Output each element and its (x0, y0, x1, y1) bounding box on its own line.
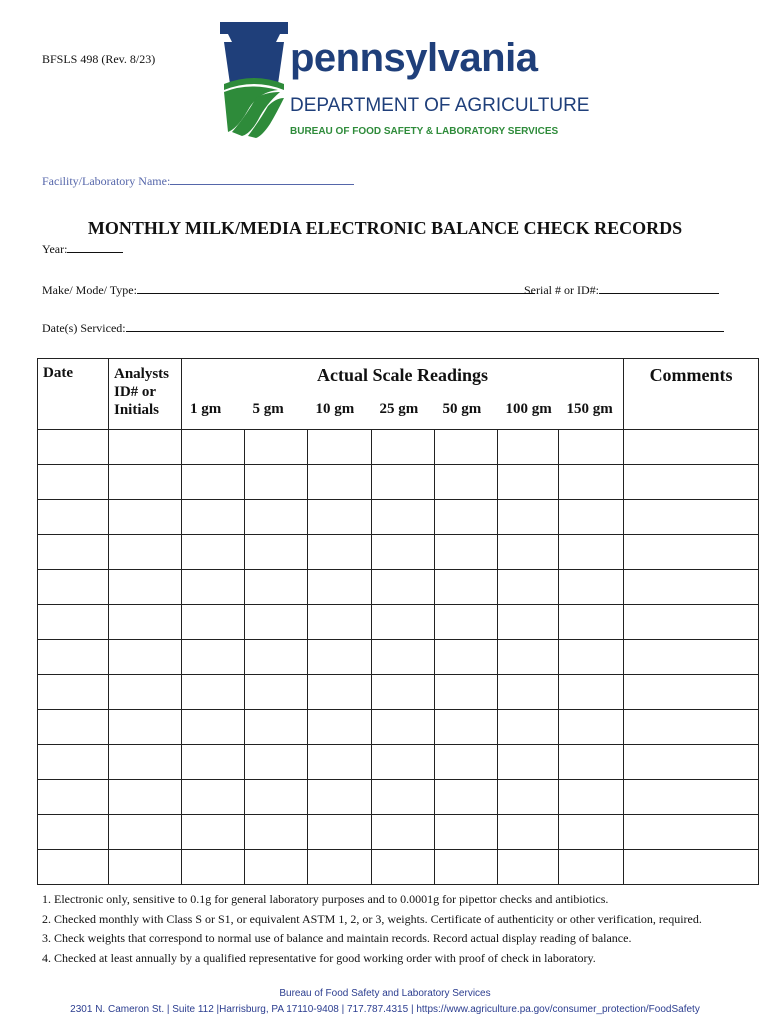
table-cell[interactable] (109, 605, 182, 640)
table-cell[interactable] (182, 605, 245, 640)
table-cell[interactable] (498, 815, 559, 850)
table-cell[interactable] (308, 535, 372, 570)
note-item: 1. Electronic only, sensitive to 0.1g for general laboratory purposes and to 0.0001g for pipettor checks and antibiotics. (42, 892, 609, 906)
table-cell[interactable] (308, 640, 372, 675)
table-cell[interactable] (109, 780, 182, 815)
table-cell[interactable] (182, 430, 245, 465)
table-cell[interactable] (245, 745, 308, 780)
table-cell[interactable] (245, 430, 308, 465)
table-cell[interactable] (624, 605, 759, 640)
logo-bureau-text: BUREAU OF FOOD SAFETY & LABORATORY SERVICES (290, 126, 559, 137)
table-cell[interactable] (624, 815, 759, 850)
table-cell[interactable] (559, 710, 624, 745)
year-input-line[interactable] (67, 242, 123, 253)
table-cell[interactable] (308, 710, 372, 745)
table-cell[interactable] (435, 675, 498, 710)
form-id: BFSLS 498 (Rev. 8/23) (42, 52, 156, 66)
table-cell[interactable] (559, 780, 624, 815)
note-item: 2. Checked monthly with Class S or S1, or equivalent ASTM 1, 2, or 3, weights. Certificate of authenticity or other verification, required. (42, 911, 702, 926)
analyst-header-line: Initials (114, 402, 160, 418)
logo-state-text: pennsylvania (290, 36, 538, 80)
table-cell[interactable] (372, 745, 435, 780)
table-cell[interactable] (38, 535, 109, 570)
table-cell[interactable] (624, 640, 759, 675)
facility-input-line[interactable] (170, 174, 354, 185)
table-cell[interactable] (498, 745, 559, 780)
table-cell[interactable] (38, 815, 109, 850)
table-cell[interactable] (624, 710, 759, 745)
table-cell[interactable] (372, 640, 435, 675)
table-row (38, 500, 759, 535)
table-cell[interactable] (559, 815, 624, 850)
table-cell[interactable] (245, 535, 308, 570)
table-cell[interactable] (38, 605, 109, 640)
table-cell[interactable] (435, 605, 498, 640)
table-cell[interactable] (624, 430, 759, 465)
comments-header: Comments (624, 359, 759, 430)
table-cell[interactable] (372, 430, 435, 465)
year-label: Year: (42, 242, 68, 256)
table-cell[interactable] (498, 605, 559, 640)
table-cell[interactable] (624, 780, 759, 815)
analyst-header-line: Analysts (114, 366, 170, 382)
weight-header: 150 gm (559, 393, 624, 430)
table-cell[interactable] (308, 850, 372, 885)
table-cell[interactable] (308, 570, 372, 605)
footer-address: 2301 N. Cameron St. | Suite 112 |Harrisburg, PA 17110-9408 | 717.787.4315 | https://www.agriculture.pa.gov/consumer_protection/FoodSafety (70, 1004, 700, 1015)
table-cell[interactable] (109, 465, 182, 500)
make-label: Make/ Mode/ Type: (42, 283, 137, 297)
table-cell[interactable] (245, 815, 308, 850)
table-row (38, 675, 759, 710)
table-cell[interactable] (182, 850, 245, 885)
table-cell[interactable] (435, 465, 498, 500)
table-cell[interactable] (308, 745, 372, 780)
table-cell[interactable] (624, 500, 759, 535)
table-row (38, 465, 759, 500)
table-row (38, 815, 759, 850)
table-cell[interactable] (435, 570, 498, 605)
table-cell[interactable] (245, 500, 308, 535)
table-cell[interactable] (182, 815, 245, 850)
table-cell[interactable] (372, 465, 435, 500)
table-cell[interactable] (372, 570, 435, 605)
footer-bureau: Bureau of Food Safety and Laboratory Services (279, 988, 491, 999)
analyst-header (109, 359, 182, 430)
weight-header: 100 gm (498, 393, 559, 430)
table-cell[interactable] (38, 500, 109, 535)
table-cell[interactable] (245, 675, 308, 710)
note-item: 4. Checked at least annually by a qualified representative for good working order with proof of check in laboratory. (42, 950, 596, 965)
table-cell[interactable] (372, 850, 435, 885)
table-cell[interactable] (245, 640, 308, 675)
table-cell[interactable] (245, 780, 308, 815)
table-cell[interactable] (109, 745, 182, 780)
table-cell[interactable] (435, 815, 498, 850)
serial-field[interactable] (524, 283, 719, 298)
table-row (38, 430, 759, 465)
table-cell[interactable] (498, 675, 559, 710)
date-header: Date (38, 359, 109, 430)
table-cell[interactable] (624, 535, 759, 570)
note-item: 3. Check weights that correspond to normal use of balance and maintain records. Record actual display reading of balance. (42, 931, 632, 945)
table-cell[interactable] (308, 780, 372, 815)
analyst-header-line: ID# or (114, 384, 157, 400)
table-cell[interactable] (182, 570, 245, 605)
table-cell[interactable] (245, 570, 308, 605)
table-cell[interactable] (182, 675, 245, 710)
table-cell[interactable] (498, 430, 559, 465)
table-cell[interactable] (182, 465, 245, 500)
table-cell[interactable] (498, 640, 559, 675)
table-cell[interactable] (182, 640, 245, 675)
table-cell[interactable] (498, 465, 559, 500)
table-cell[interactable] (559, 430, 624, 465)
table-cell[interactable] (38, 430, 109, 465)
table-cell[interactable] (38, 780, 109, 815)
table-row (38, 780, 759, 815)
dates-serviced-label: Date(s) Serviced: (42, 321, 126, 335)
table-cell[interactable] (559, 640, 624, 675)
table-cell[interactable] (109, 570, 182, 605)
notes (42, 890, 702, 968)
table-cell[interactable] (372, 815, 435, 850)
table-row (38, 710, 759, 745)
weight-header: 5 gm (245, 393, 308, 430)
serial-label: Serial # or ID#: (524, 283, 599, 297)
table-cell[interactable] (109, 815, 182, 850)
table-cell[interactable] (624, 745, 759, 780)
table-cell[interactable] (109, 675, 182, 710)
table-cell[interactable] (38, 465, 109, 500)
dates-serviced-field[interactable] (42, 321, 724, 336)
table-cell[interactable] (308, 815, 372, 850)
dates-serviced-input-line[interactable] (126, 321, 724, 332)
table-cell[interactable] (109, 500, 182, 535)
table-row (38, 850, 759, 885)
weight-header: 10 gm (308, 393, 372, 430)
table-cell[interactable] (182, 745, 245, 780)
make-field[interactable] (42, 283, 535, 298)
table-cell[interactable] (372, 605, 435, 640)
table-cell[interactable] (559, 675, 624, 710)
table-cell[interactable] (245, 465, 308, 500)
table-cell[interactable] (182, 710, 245, 745)
logo-department-text: DEPARTMENT OF AGRICULTURE (290, 95, 590, 116)
table-cell[interactable] (109, 710, 182, 745)
table-cell[interactable] (372, 500, 435, 535)
table-cell[interactable] (559, 500, 624, 535)
table-cell[interactable] (435, 745, 498, 780)
facility-field[interactable] (42, 174, 354, 189)
table-cell[interactable] (624, 570, 759, 605)
table-cell[interactable] (308, 605, 372, 640)
table-cell[interactable] (559, 465, 624, 500)
table-cell[interactable] (38, 710, 109, 745)
table-cell[interactable] (182, 500, 245, 535)
table-cell[interactable] (372, 780, 435, 815)
table-cell[interactable] (245, 605, 308, 640)
table-row (38, 570, 759, 605)
balance-check-table (37, 358, 759, 885)
table-cell[interactable] (308, 500, 372, 535)
table-cell[interactable] (559, 745, 624, 780)
table-cell[interactable] (435, 430, 498, 465)
table-cell[interactable] (372, 535, 435, 570)
table-cell[interactable] (435, 640, 498, 675)
table-cell[interactable] (38, 850, 109, 885)
table-cell[interactable] (245, 850, 308, 885)
table-cell[interactable] (109, 430, 182, 465)
table-row (38, 605, 759, 640)
table-cell[interactable] (559, 570, 624, 605)
make-input-line[interactable] (137, 283, 535, 294)
actual-readings-header: Actual Scale Readings (182, 359, 624, 394)
weight-header: 1 gm (182, 393, 245, 430)
table-cell[interactable] (182, 535, 245, 570)
table-cell[interactable] (498, 570, 559, 605)
table-row (38, 535, 759, 570)
table-cell[interactable] (435, 500, 498, 535)
weight-header: 25 gm (372, 393, 435, 430)
table-cell[interactable] (308, 465, 372, 500)
table-cell[interactable] (109, 640, 182, 675)
table-cell[interactable] (372, 710, 435, 745)
table-row (38, 640, 759, 675)
table-cell[interactable] (559, 535, 624, 570)
table-cell[interactable] (559, 850, 624, 885)
table-cell[interactable] (308, 430, 372, 465)
table-cell[interactable] (498, 500, 559, 535)
table-cell[interactable] (435, 535, 498, 570)
page-title: MONTHLY MILK/MEDIA ELECTRONIC BALANCE CHECK RECORDS (87, 218, 683, 238)
table-cell[interactable] (182, 780, 245, 815)
facility-label: Facility/Laboratory Name: (42, 174, 171, 188)
table-cell[interactable] (498, 710, 559, 745)
year-field[interactable] (42, 242, 123, 257)
table-cell[interactable] (624, 465, 759, 500)
table-row (38, 745, 759, 780)
table-cell[interactable] (498, 535, 559, 570)
table-cell[interactable] (435, 850, 498, 885)
table-cell[interactable] (498, 850, 559, 885)
pa-agriculture-logo (218, 20, 590, 140)
table-cell[interactable] (38, 640, 109, 675)
table-cell[interactable] (38, 675, 109, 710)
table-cell[interactable] (435, 710, 498, 745)
serial-input-line[interactable] (599, 283, 719, 294)
table-cell[interactable] (624, 675, 759, 710)
table-cell[interactable] (109, 850, 182, 885)
table-cell[interactable] (372, 675, 435, 710)
table-cell[interactable] (308, 675, 372, 710)
keystone-icon (218, 20, 290, 140)
table-cell[interactable] (624, 850, 759, 885)
table-cell[interactable] (245, 710, 308, 745)
table-cell[interactable] (38, 570, 109, 605)
table-cell[interactable] (559, 605, 624, 640)
table-cell[interactable] (498, 780, 559, 815)
table-cell[interactable] (38, 745, 109, 780)
weight-header: 50 gm (435, 393, 498, 430)
table-cell[interactable] (435, 780, 498, 815)
table-cell[interactable] (109, 535, 182, 570)
